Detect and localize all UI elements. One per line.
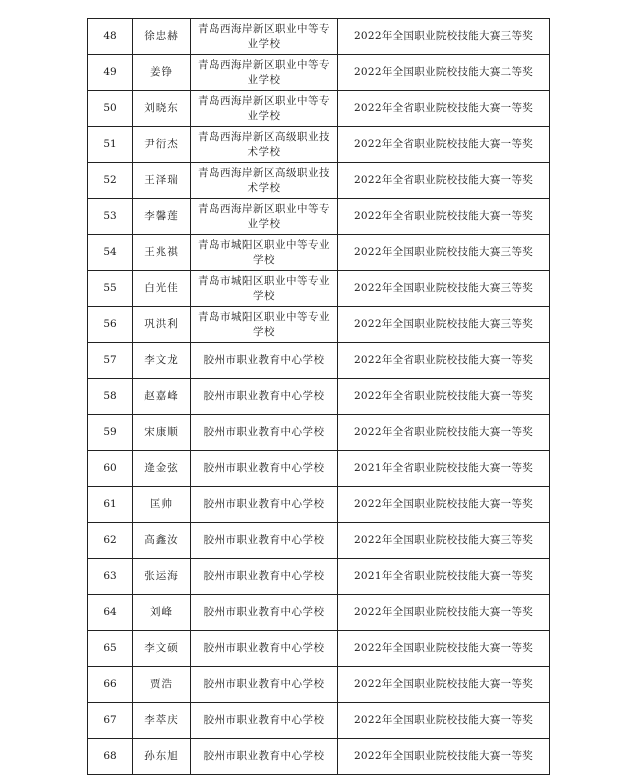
table-row (88, 127, 550, 163)
award-title: 2022年全省职业院校技能大赛一等奖 (338, 163, 550, 199)
table-row (88, 739, 550, 775)
award-title: 2022年全国职业院校技能大赛一等奖 (338, 703, 550, 739)
award-title: 2022年全国职业院校技能大赛一等奖 (338, 667, 550, 703)
school-name: 青岛西海岸新区高级职业技术学校 (191, 163, 338, 199)
row-number: 58 (88, 379, 133, 415)
table-row (88, 19, 550, 55)
student-name: 白光佳 (133, 271, 191, 307)
school-name: 胶州市职业教育中心学校 (191, 523, 338, 559)
row-number: 56 (88, 307, 133, 343)
student-name: 李馨莲 (133, 199, 191, 235)
award-title: 2022年全国职业院校技能大赛三等奖 (338, 19, 550, 55)
award-title: 2022年全国职业院校技能大赛三等奖 (338, 307, 550, 343)
table-row (88, 487, 550, 523)
school-name: 胶州市职业教育中心学校 (191, 631, 338, 667)
school-name: 青岛西海岸新区职业中等专业学校 (191, 199, 338, 235)
row-number: 51 (88, 127, 133, 163)
student-name: 孙东旭 (133, 739, 191, 775)
table-row (88, 559, 550, 595)
table-row (88, 379, 550, 415)
school-name: 胶州市职业教育中心学校 (191, 487, 338, 523)
student-name: 李萃庆 (133, 703, 191, 739)
row-number: 68 (88, 739, 133, 775)
row-number: 61 (88, 487, 133, 523)
school-name: 青岛西海岸新区高级职业技术学校 (191, 127, 338, 163)
school-name: 青岛市城阳区职业中等专业学校 (191, 271, 338, 307)
award-title: 2022年全省职业院校技能大赛一等奖 (338, 379, 550, 415)
row-number: 53 (88, 199, 133, 235)
row-number: 62 (88, 523, 133, 559)
award-title: 2021年全省职业院校技能大赛一等奖 (338, 451, 550, 487)
student-name: 姜铮 (133, 55, 191, 91)
award-title: 2022年全国职业院校技能大赛三等奖 (338, 523, 550, 559)
table-row (88, 343, 550, 379)
award-title: 2021年全省职业院校技能大赛一等奖 (338, 559, 550, 595)
student-name: 赵嘉峰 (133, 379, 191, 415)
row-number: 52 (88, 163, 133, 199)
student-name: 王泽瑞 (133, 163, 191, 199)
student-name: 高鑫汝 (133, 523, 191, 559)
student-name: 贾浩 (133, 667, 191, 703)
student-name: 刘晓东 (133, 91, 191, 127)
award-list-page (87, 18, 549, 775)
student-name: 张运海 (133, 559, 191, 595)
table-row (88, 55, 550, 91)
table-row (88, 91, 550, 127)
row-number: 60 (88, 451, 133, 487)
student-name: 逄金弦 (133, 451, 191, 487)
student-name: 匡帅 (133, 487, 191, 523)
school-name: 青岛西海岸新区职业中等专业学校 (191, 55, 338, 91)
row-number: 59 (88, 415, 133, 451)
award-title: 2022年全国职业院校技能大赛三等奖 (338, 271, 550, 307)
award-title: 2022年全国职业院校技能大赛二等奖 (338, 55, 550, 91)
table-row (88, 631, 550, 667)
table-row (88, 163, 550, 199)
table-row (88, 307, 550, 343)
school-name: 青岛市城阳区职业中等专业学校 (191, 235, 338, 271)
row-number: 65 (88, 631, 133, 667)
table-row (88, 199, 550, 235)
table-row (88, 451, 550, 487)
table-row (88, 415, 550, 451)
student-name: 李文龙 (133, 343, 191, 379)
student-name: 刘峰 (133, 595, 191, 631)
row-number: 63 (88, 559, 133, 595)
table-row (88, 667, 550, 703)
school-name: 胶州市职业教育中心学校 (191, 343, 338, 379)
row-number: 48 (88, 19, 133, 55)
school-name: 胶州市职业教育中心学校 (191, 379, 338, 415)
row-number: 49 (88, 55, 133, 91)
table-row (88, 703, 550, 739)
award-title: 2022年全省职业院校技能大赛一等奖 (338, 91, 550, 127)
school-name: 胶州市职业教育中心学校 (191, 559, 338, 595)
school-name: 胶州市职业教育中心学校 (191, 451, 338, 487)
school-name: 胶州市职业教育中心学校 (191, 739, 338, 775)
award-title: 2022年全国职业院校技能大赛一等奖 (338, 595, 550, 631)
award-title: 2022年全国职业院校技能大赛一等奖 (338, 631, 550, 667)
school-name: 胶州市职业教育中心学校 (191, 415, 338, 451)
award-title: 2022年全国职业院校技能大赛一等奖 (338, 487, 550, 523)
award-title: 2022年全省职业院校技能大赛一等奖 (338, 415, 550, 451)
row-number: 54 (88, 235, 133, 271)
student-name: 李文硕 (133, 631, 191, 667)
table-row (88, 595, 550, 631)
student-name: 尹衍杰 (133, 127, 191, 163)
row-number: 66 (88, 667, 133, 703)
school-name: 胶州市职业教育中心学校 (191, 667, 338, 703)
school-name: 青岛西海岸新区职业中等专业学校 (191, 91, 338, 127)
student-name: 宋康顺 (133, 415, 191, 451)
row-number: 55 (88, 271, 133, 307)
award-title: 2022年全省职业院校技能大赛一等奖 (338, 199, 550, 235)
school-name: 胶州市职业教育中心学校 (191, 595, 338, 631)
student-name: 巩洪利 (133, 307, 191, 343)
row-number: 57 (88, 343, 133, 379)
row-number: 64 (88, 595, 133, 631)
row-number: 50 (88, 91, 133, 127)
table-row (88, 235, 550, 271)
student-name: 徐忠赫 (133, 19, 191, 55)
award-table (87, 18, 550, 775)
row-number: 67 (88, 703, 133, 739)
award-title: 2022年全国职业院校技能大赛一等奖 (338, 739, 550, 775)
award-title: 2022年全省职业院校技能大赛一等奖 (338, 127, 550, 163)
award-title: 2022年全国职业院校技能大赛三等奖 (338, 235, 550, 271)
student-name: 王兆祺 (133, 235, 191, 271)
school-name: 青岛市城阳区职业中等专业学校 (191, 307, 338, 343)
table-row (88, 523, 550, 559)
award-title: 2022年全省职业院校技能大赛一等奖 (338, 343, 550, 379)
school-name: 胶州市职业教育中心学校 (191, 703, 338, 739)
school-name: 青岛西海岸新区职业中等专业学校 (191, 19, 338, 55)
table-row (88, 271, 550, 307)
